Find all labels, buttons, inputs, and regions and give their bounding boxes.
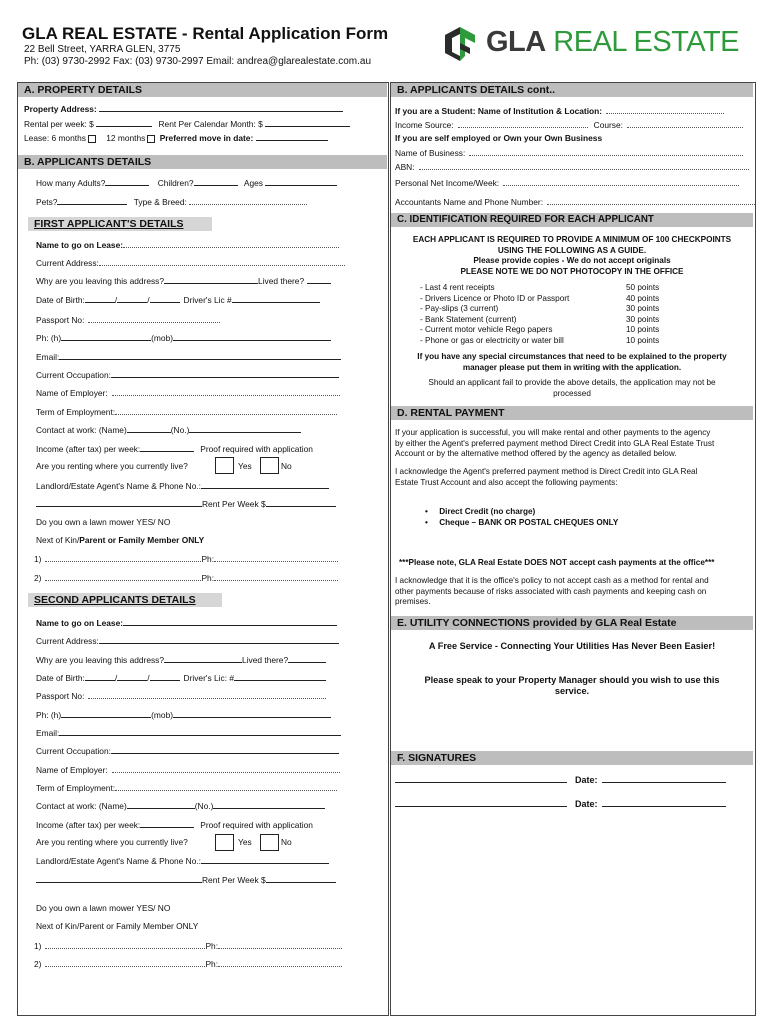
lease-6-label: Lease: 6 months [24, 133, 86, 143]
a1-passport-field[interactable] [88, 314, 220, 323]
a2-name-label: Name to go on Lease: [36, 618, 124, 628]
a1-kin2-ph-field[interactable] [214, 572, 338, 581]
id-requirements [391, 235, 753, 277]
a1-lived-label: Lived there? [258, 276, 305, 286]
a2-work-no-field[interactable] [213, 800, 325, 809]
payment-p2-line: Estate Trust Account and also accept the following payments: [395, 477, 618, 487]
a1-kin1-ph-field[interactable] [214, 553, 338, 562]
id-line-1: EACH APPLICANT IS REQUIRED TO PROVIDE A MINIMUM OF 100 CHECKPOINTS [412, 235, 732, 244]
a2-yes-checkbox[interactable] [215, 834, 234, 851]
a2-lived-label: Lived there? [242, 655, 289, 665]
id-item [420, 283, 670, 294]
payment-p1-line: by either the Agent's preferred payment method Direct Credit into GLA Real Estate Trust [395, 438, 715, 448]
id-item-points: 30 points [626, 304, 660, 313]
date-label-1: Date: [575, 775, 598, 785]
net-income-row [395, 177, 739, 188]
payment-p1-line: Account or by the alternative method offered by the agency as detailed below. [395, 449, 677, 458]
a1-agent-field-2[interactable] [36, 498, 202, 507]
special-line-1: If you have any special circumstances that need to be explained to the property [417, 352, 727, 361]
a2-passport-row [36, 690, 326, 701]
a1-income-field[interactable] [140, 443, 194, 452]
section-b-header: B. APPLICANTS DETAILS [18, 155, 387, 169]
a2-kin2-row [34, 958, 342, 969]
a2-dob-year[interactable] [150, 672, 180, 681]
payment-method-direct: Direct Credit (no charge) [439, 507, 536, 516]
a2-income-label: Income (after tax) per week: [36, 820, 141, 830]
accountant-row [395, 196, 755, 207]
a1-mob-label: (mob) [151, 333, 174, 343]
student-field[interactable] [606, 105, 724, 114]
pets-row [36, 196, 307, 207]
a1-work-no-label: (No.) [170, 425, 190, 435]
signature-field-2[interactable] [395, 798, 567, 807]
id-item-points: 10 points [626, 325, 660, 334]
signature-field-1[interactable] [395, 774, 567, 783]
payment-p2-line: I acknowledge the Agent's preferred payment method is Direct Credit into GLA Real [395, 467, 698, 476]
children-field[interactable] [194, 177, 238, 186]
a1-passport-row [36, 314, 220, 325]
rent-per-week-field[interactable] [96, 118, 152, 127]
income-source-field[interactable] [458, 119, 588, 128]
a1-work-contact-row [36, 424, 301, 435]
a1-dob-year[interactable] [150, 294, 180, 303]
a2-kin1-label: 1) [34, 941, 42, 951]
rent-per-month-field[interactable] [265, 118, 350, 127]
a1-occupation-label: Current Occupation: [36, 370, 111, 380]
signature-row-1 [395, 774, 726, 785]
a1-yes-label: Yes [238, 461, 252, 471]
logo-gla: GLA [486, 26, 546, 58]
a2-dob-day[interactable] [85, 672, 118, 683]
no-cash-note: ***Please note, GLA Real Estate DOES NOT accept cash payments at the office*** [399, 558, 715, 567]
lease-12-checkbox[interactable] [147, 135, 155, 143]
payment-paragraph-1 [395, 428, 751, 460]
a1-leaving-label: Why are you leaving this address? [36, 276, 165, 286]
adults-label: How many Adults? [36, 178, 106, 188]
accountant-field[interactable] [547, 196, 755, 205]
a2-work-contact-row [36, 800, 325, 811]
a2-ph-label: Ph: (h) [36, 710, 62, 720]
a1-address-row [36, 257, 345, 268]
payment-method-item: • Cheque – BANK OR POSTAL CHEQUES ONLY [425, 517, 619, 527]
ages-label: Ages [243, 178, 263, 188]
fail-line-2: processed [553, 388, 591, 398]
payment-method-item: • Direct Credit (no charge) [425, 507, 536, 516]
a1-lived-field[interactable] [307, 275, 331, 284]
a2-mower-label: Do you own a lawn mower YES/ NO [36, 903, 171, 913]
id-item [420, 336, 670, 347]
a2-kin1-field[interactable] [45, 940, 205, 949]
a2-address-field[interactable] [99, 635, 339, 644]
form-title: GLA REAL ESTATE - Rental Application Form [22, 24, 389, 43]
id-item-label: - Phone or gas or electricity or water bill [420, 335, 564, 345]
student-row [395, 105, 724, 116]
rent-row [24, 118, 350, 129]
a2-work-name-label: Contact at work: (Name) [36, 801, 127, 811]
move-in-field[interactable] [256, 132, 328, 141]
a1-kin1-field[interactable] [45, 553, 201, 562]
cash-policy-line: I acknowledge that it is the office's policy to not accept cash as a method for rental and [395, 576, 709, 585]
a1-dob-sep2: / [147, 295, 150, 305]
a1-term-row [36, 406, 337, 417]
a1-no-label: No [281, 461, 292, 471]
id-item-label: - Current motor vehicle Rego papers [420, 325, 553, 334]
breed-field[interactable] [189, 196, 307, 205]
a2-agent-label: Landlord/Estate Agent's Name & Phone No.: [36, 856, 202, 866]
a2-rent-row [36, 874, 336, 885]
free-service: A Free Service - Connecting Your Utilities Has Never Been Easier! [428, 641, 716, 651]
property-address-field[interactable] [99, 103, 343, 112]
a1-name-row [36, 239, 339, 250]
a1-kin2-row [34, 572, 338, 583]
a1-work-no-field[interactable] [189, 424, 301, 433]
income-source-row [395, 119, 743, 130]
a2-name-row [36, 617, 337, 628]
payment-paragraph-2 [395, 467, 751, 488]
fail-line-1: Should an applicant fail to provide the above details, the application may not be [428, 378, 716, 387]
a2-kin2-field[interactable] [45, 958, 205, 967]
payment-methods [425, 507, 618, 528]
a1-phone-row [36, 332, 331, 343]
a2-dob-label: Date of Birth: [36, 673, 85, 683]
a1-email-field[interactable] [59, 351, 341, 360]
speak-line-1: Please speak to your Property Manager should you wish to use this [424, 675, 720, 685]
a1-kin-pre: Next of Kin/ [36, 535, 80, 545]
id-item-label: - Pay-slips (3 current) [420, 304, 499, 313]
a1-income-label: Income (after tax) per week: [36, 444, 141, 454]
abn-row [395, 161, 749, 172]
ages-field[interactable] [265, 177, 337, 186]
a2-income-field[interactable] [140, 819, 194, 828]
a2-yes-label: Yes [238, 837, 252, 847]
a2-proof-label: Proof required with application [200, 820, 313, 830]
a1-email-label: Email: [36, 352, 60, 362]
a2-no-label: No [281, 837, 292, 847]
a1-no-checkbox[interactable] [260, 457, 279, 474]
a2-leaving-field[interactable] [164, 654, 242, 663]
a1-lic-label: Driver's Lic # [183, 295, 232, 305]
a2-term-field[interactable] [115, 782, 337, 791]
a1-kin-label: Parent or Family Member ONLY [79, 535, 205, 545]
a1-rent-row [36, 498, 336, 509]
second-applicant-header: SECOND APPLICANTS DETAILS [28, 593, 222, 607]
a2-lic-field[interactable] [234, 672, 326, 681]
a2-employer-label: Name of Employer: [36, 765, 108, 775]
id-item [420, 304, 670, 315]
a1-mob-field[interactable] [173, 332, 331, 341]
payment-method-cheque: Cheque – BANK OR POSTAL CHEQUES ONLY [439, 517, 619, 527]
a2-lived-field[interactable] [288, 654, 326, 663]
a2-leaving-label: Why are you leaving this address? [36, 655, 165, 665]
a1-address-label: Current Address: [36, 258, 99, 268]
id-item-points: 40 points [626, 293, 660, 303]
business-field[interactable] [469, 147, 743, 156]
a1-income-row [36, 443, 313, 454]
id-item-points: 30 points [626, 314, 660, 324]
a1-kin-heading [36, 535, 204, 545]
id-item-label: - Drivers Licence or Photo ID or Passport [420, 293, 570, 303]
id-points-list [420, 283, 670, 346]
id-item-label: - Bank Statement (current) [420, 314, 517, 324]
a1-work-name-field[interactable] [127, 424, 171, 433]
lease-row [24, 132, 328, 143]
a2-dob-sep1: / [114, 673, 118, 683]
a2-income-row [36, 819, 313, 830]
a2-address-row [36, 635, 339, 646]
speak-to-manager [391, 675, 753, 697]
a2-kin1-row [34, 940, 342, 951]
a1-kin2-ph-label: Ph: [201, 573, 215, 583]
a2-occupation-row [36, 745, 339, 756]
id-item-points: 50 points [626, 283, 660, 292]
accountant-label: Accountants Name and Phone Number: [395, 197, 544, 207]
cash-policy [395, 576, 751, 608]
a2-dob-month[interactable] [114, 672, 150, 683]
a2-address-label: Current Address: [36, 636, 99, 646]
income-source-label: Income Source: [395, 120, 454, 130]
speak-line-2: service. [554, 686, 590, 696]
course-field[interactable] [627, 119, 743, 128]
a2-term-label: Term of Employment: [36, 783, 116, 793]
a1-yes-checkbox[interactable] [215, 457, 234, 474]
date-label-2: Date: [575, 799, 598, 809]
a1-term-field[interactable] [115, 406, 337, 415]
a2-renting-label: Are you renting where you currently live? [36, 837, 188, 847]
fail-notice [391, 378, 753, 399]
a2-leaving-row [36, 654, 326, 665]
id-item [420, 315, 670, 326]
a1-ph-label: Ph: (h) [36, 333, 62, 343]
a1-name-field[interactable] [123, 239, 339, 248]
a2-dob-sep2: / [147, 673, 150, 683]
a2-lic-label: Driver's Lic: # [183, 673, 235, 683]
abn-field[interactable] [419, 161, 749, 170]
household-row [36, 177, 337, 188]
abn-label: ABN: [395, 162, 415, 172]
net-income-field[interactable] [503, 177, 739, 186]
a2-agent-field[interactable] [201, 855, 329, 864]
id-item-label: - Last 4 rent receipts [420, 283, 495, 292]
rent-per-week-label: Rental per week: $ [24, 119, 94, 129]
a1-address-field[interactable] [99, 257, 345, 266]
gla-logo [442, 26, 754, 62]
a1-kin2-field[interactable] [45, 572, 201, 581]
id-line-4: PLEASE NOTE WE DO NOT PHOTOCOPY IN THE OFFICE [460, 266, 684, 276]
section-b-cont-header: B. APPLICANTS DETAILS cont.. [391, 83, 753, 97]
a1-email-row [36, 351, 341, 362]
a1-dob-row [36, 294, 320, 305]
signature-row-2 [395, 798, 726, 809]
a2-dob-row [36, 672, 326, 683]
section-c-header: C. IDENTIFICATION REQUIRED FOR EACH APPLICANT [391, 213, 753, 227]
a1-kin1-label: 1) [34, 554, 42, 564]
a2-rent-field[interactable] [266, 874, 336, 883]
course-label: Course: [593, 120, 623, 130]
a1-work-name-label: Contact at work: (Name) [36, 425, 127, 435]
a1-renting-label: Are you renting where you currently live? [36, 461, 188, 471]
a1-agent-field[interactable] [201, 480, 329, 489]
a2-phone-row [36, 709, 331, 720]
a2-work-no-label: (No.) [194, 801, 214, 811]
lease-12-label: 12 months [106, 133, 146, 143]
a1-leaving-field[interactable] [164, 275, 258, 284]
payment-p1-line: If your application is successful, you will make rental and other payments to the agency [395, 428, 711, 437]
a2-occupation-label: Current Occupation: [36, 746, 111, 756]
a1-employer-row [36, 387, 340, 398]
a1-passport-label: Passport No: [36, 315, 85, 325]
street-address: 22 Bell Street, YARRA GLEN, 3775 [24, 44, 181, 55]
property-address-label: Property Address: [24, 104, 97, 114]
a2-email-row [36, 727, 341, 738]
a1-kin1-row [34, 553, 338, 564]
children-label: Children? [157, 178, 194, 188]
section-f-header: F. SIGNATURES [391, 751, 753, 765]
id-item [420, 294, 670, 305]
a2-no-checkbox[interactable] [260, 834, 279, 851]
a1-occupation-field[interactable] [111, 369, 339, 378]
a2-passport-field[interactable] [88, 690, 326, 699]
a1-leaving-row [36, 275, 331, 286]
student-label: If you are a Student: Name of Institution & Location: [395, 106, 603, 116]
a1-term-label: Term of Employment: [36, 407, 116, 417]
a2-kin1-ph-field[interactable] [218, 940, 342, 949]
lease-6-checkbox[interactable] [88, 135, 96, 143]
pets-label: Pets? [36, 197, 58, 207]
a1-name-label: Name to go on Lease: [36, 240, 124, 250]
logo-real-estate: REAL ESTATE [553, 26, 740, 58]
a2-mob-label: (mob) [151, 710, 174, 720]
cash-policy-line: premises. [395, 597, 431, 606]
a2-kin2-ph-field[interactable] [218, 958, 342, 967]
a2-passport-label: Passport No: [36, 691, 85, 701]
a2-term-row [36, 782, 337, 793]
a1-agent-label: Landlord/Estate Agent's Name & Phone No.: [36, 481, 202, 491]
rent-per-month-label: Rent Per Calendar Month: $ [158, 119, 263, 129]
property-address-row [24, 103, 343, 114]
net-income-label: Personal Net Income/Week: [395, 178, 500, 188]
a2-employer-field[interactable] [112, 764, 340, 773]
a1-dob-label: Date of Birth: [36, 295, 85, 305]
a1-rent-field[interactable] [266, 498, 336, 507]
breed-label: Type & Breed: [133, 197, 187, 207]
adults-field[interactable] [105, 177, 149, 186]
a2-agent-row [36, 855, 329, 866]
a1-agent-row [36, 480, 329, 491]
a2-rent-label: Rent Per Week $ [202, 875, 266, 885]
a2-name-field[interactable] [123, 617, 337, 626]
a1-proof-label: Proof required with application [200, 444, 313, 454]
id-item [420, 325, 670, 336]
a2-occupation-field[interactable] [111, 745, 339, 754]
special-circumstances [391, 352, 753, 373]
special-line-2: manager please put them in writing with the application. [462, 362, 682, 372]
business-label: Name of Business: [395, 148, 466, 158]
a2-ph-field[interactable] [61, 709, 151, 718]
a1-dob-day[interactable] [85, 294, 118, 305]
contact-details: Ph: (03) 9730-2992 Fax: (03) 9730-2997 Email: andrea@glarealestate.com.au [24, 56, 372, 67]
cash-policy-line: other payments because of risks associated with cash payments and keeping cash on [395, 586, 707, 596]
a2-kin2-label: 2) [34, 959, 42, 969]
a2-kin-heading: Next of Kin/Parent or Family Member ONLY [36, 921, 199, 931]
a1-ph-field[interactable] [61, 332, 151, 341]
a1-kin1-ph-label: Ph: [201, 554, 215, 564]
id-line-3: Please provide copies - We do not accept originals [473, 256, 671, 265]
pets-field[interactable] [57, 196, 127, 205]
id-line-2: USING THE FOLLOWING AS A GUIDE. [497, 245, 647, 255]
a2-kin2-ph-label: Ph: [205, 959, 219, 969]
section-d-header: D. RENTAL PAYMENT [391, 406, 753, 420]
date-field-1[interactable] [602, 774, 726, 783]
office-address [24, 44, 371, 68]
a1-mower-label: Do you own a lawn mower YES/ NO [36, 517, 171, 527]
a1-employer-field[interactable] [112, 387, 340, 396]
business-row [395, 147, 743, 158]
a1-dob-month[interactable] [114, 294, 150, 305]
a1-lic-field[interactable] [232, 294, 320, 303]
id-item-points: 10 points [626, 335, 660, 345]
self-employed-heading: If you are self employed or Own your Own Business [395, 133, 603, 143]
a1-kin2-label: 2) [34, 573, 42, 583]
a2-email-label: Email: [36, 728, 60, 738]
date-field-2[interactable] [602, 798, 726, 807]
section-a-header: A. PROPERTY DETAILS [18, 83, 387, 97]
a2-work-name-field[interactable] [127, 800, 195, 809]
move-in-label: Preferred move in date: [159, 133, 254, 143]
a2-agent-field-2[interactable] [36, 874, 202, 883]
a2-employer-row [36, 764, 340, 775]
a2-kin1-ph-label: Ph: [205, 941, 219, 951]
section-e-header: E. UTILITY CONNECTIONS provided by GLA Real Estate [391, 616, 753, 630]
first-applicant-header: FIRST APPLICANT'S DETAILS [28, 217, 212, 231]
a1-rent-label: Rent Per Week $ [202, 499, 266, 509]
gla-logo-mark-icon [442, 26, 478, 62]
a2-email-field[interactable] [59, 727, 341, 736]
a2-mob-field[interactable] [173, 709, 331, 718]
a1-occupation-row [36, 369, 339, 380]
a1-employer-label: Name of Employer: [36, 388, 108, 398]
a1-dob-sep1: / [114, 295, 118, 305]
logo-wordmark [486, 26, 739, 59]
